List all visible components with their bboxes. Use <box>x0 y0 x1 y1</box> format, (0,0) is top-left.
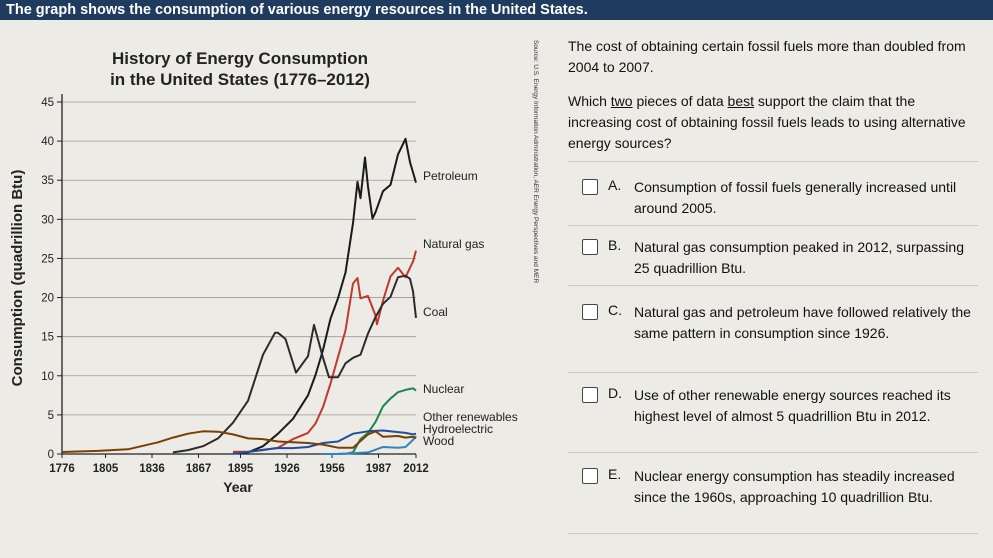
option-text: Natural gas and petroleum have followed relatively the same pattern in consumption since 1926. <box>634 304 971 341</box>
divider <box>568 161 978 162</box>
series-label: Other renewables <box>423 410 518 424</box>
option-text: Nuclear energy consumption has steadily increased since the 1960s, approaching 10 quadrillion Btu. <box>634 468 955 505</box>
y-axis-label: Consumption (quadrillion Btu) <box>9 169 26 387</box>
series-label: Hydroelectric <box>423 422 494 436</box>
y-tick-label: 15 <box>41 331 54 344</box>
y-tick-label: 40 <box>41 136 54 149</box>
x-tick-label: 1895 <box>227 463 254 475</box>
checkbox[interactable] <box>582 239 598 255</box>
question-text <box>568 91 978 154</box>
series-label: Coal <box>423 305 448 319</box>
chart-title-line2: in the United States (1776–2012) <box>110 70 370 89</box>
option-text: Use of other renewable energy sources reached its highest level of almost 5 quadrillion Btu in 2012. <box>634 387 951 424</box>
x-tick-label: 2012 <box>403 463 429 475</box>
chart-panel <box>0 20 527 553</box>
checkbox[interactable] <box>582 304 598 320</box>
chart-title: History of Energy Consumption <box>112 49 368 68</box>
series-label: Nuclear <box>423 382 465 396</box>
option-letter: D. <box>608 385 622 401</box>
x-tick-label: 1956 <box>319 463 345 475</box>
option-text: Consumption of fossil fuels generally increased until around 2005. <box>634 179 957 216</box>
series-line-nuclear <box>334 388 417 454</box>
energy-consumption-chart <box>0 20 527 553</box>
option-b[interactable] <box>568 236 978 286</box>
series-line-hydroelectric <box>233 431 416 454</box>
x-tick-label: 1776 <box>49 463 75 475</box>
question-panel <box>560 20 993 553</box>
y-tick-label: 25 <box>41 253 54 266</box>
checkbox[interactable] <box>582 468 598 484</box>
question-emphasis: best <box>727 93 755 109</box>
source-note <box>527 40 543 284</box>
option-letter: B. <box>608 237 622 253</box>
question-part: support the claim that the increasing cost of obtaining fossil fuels leads to using alternative energy sources? <box>568 93 966 151</box>
y-tick-label: 10 <box>41 370 54 383</box>
series-line-coal <box>173 276 416 453</box>
option-a[interactable] <box>568 176 978 226</box>
x-axis-label: Year <box>223 479 253 495</box>
checkbox[interactable] <box>582 387 598 403</box>
series-label: Wood <box>423 434 455 448</box>
series-line-other-renewables <box>323 436 416 454</box>
x-tick-label: 1805 <box>92 463 119 475</box>
option-letter: C. <box>608 302 622 318</box>
header-bar <box>0 0 993 20</box>
option-e[interactable] <box>568 465 978 534</box>
series-label: Petroleum <box>423 169 478 183</box>
series-label: Natural gas <box>423 237 485 251</box>
series-line-wood <box>62 431 416 452</box>
y-tick-label: 5 <box>47 409 54 422</box>
y-tick-label: 35 <box>41 175 54 188</box>
option-d[interactable] <box>568 384 978 453</box>
x-tick-label: 1836 <box>139 463 165 475</box>
x-tick-label: 1987 <box>365 463 392 475</box>
source-text: Source: U.S. Energy Information Administration, AER Energy Perspectives and MER <box>532 40 539 284</box>
y-tick-label: 45 <box>41 97 54 109</box>
y-tick-label: 30 <box>41 214 54 227</box>
x-tick-label: 1867 <box>185 463 212 475</box>
y-tick-label: 0 <box>47 449 54 461</box>
series-line-natural-gas <box>233 251 416 452</box>
option-letter: A. <box>608 177 622 193</box>
y-tick-label: 20 <box>41 292 54 305</box>
question-part: Which <box>568 93 611 109</box>
header-text: The graph shows the consumption of various energy resources in the United States. <box>6 2 588 18</box>
question-emphasis: two <box>610 93 633 109</box>
x-tick-label: 1926 <box>274 463 300 475</box>
option-text: Natural gas consumption peaked in 2012, surpassing 25 quadrillion Btu. <box>634 239 964 276</box>
question-part: pieces of data <box>632 93 728 109</box>
checkbox[interactable] <box>582 179 598 195</box>
option-c[interactable] <box>568 301 978 373</box>
intro-text: The cost of obtaining certain fossil fuels more than doubled from 2004 to 2007. <box>568 38 966 75</box>
series-line-petroleum <box>233 139 416 453</box>
option-letter: E. <box>608 466 622 482</box>
